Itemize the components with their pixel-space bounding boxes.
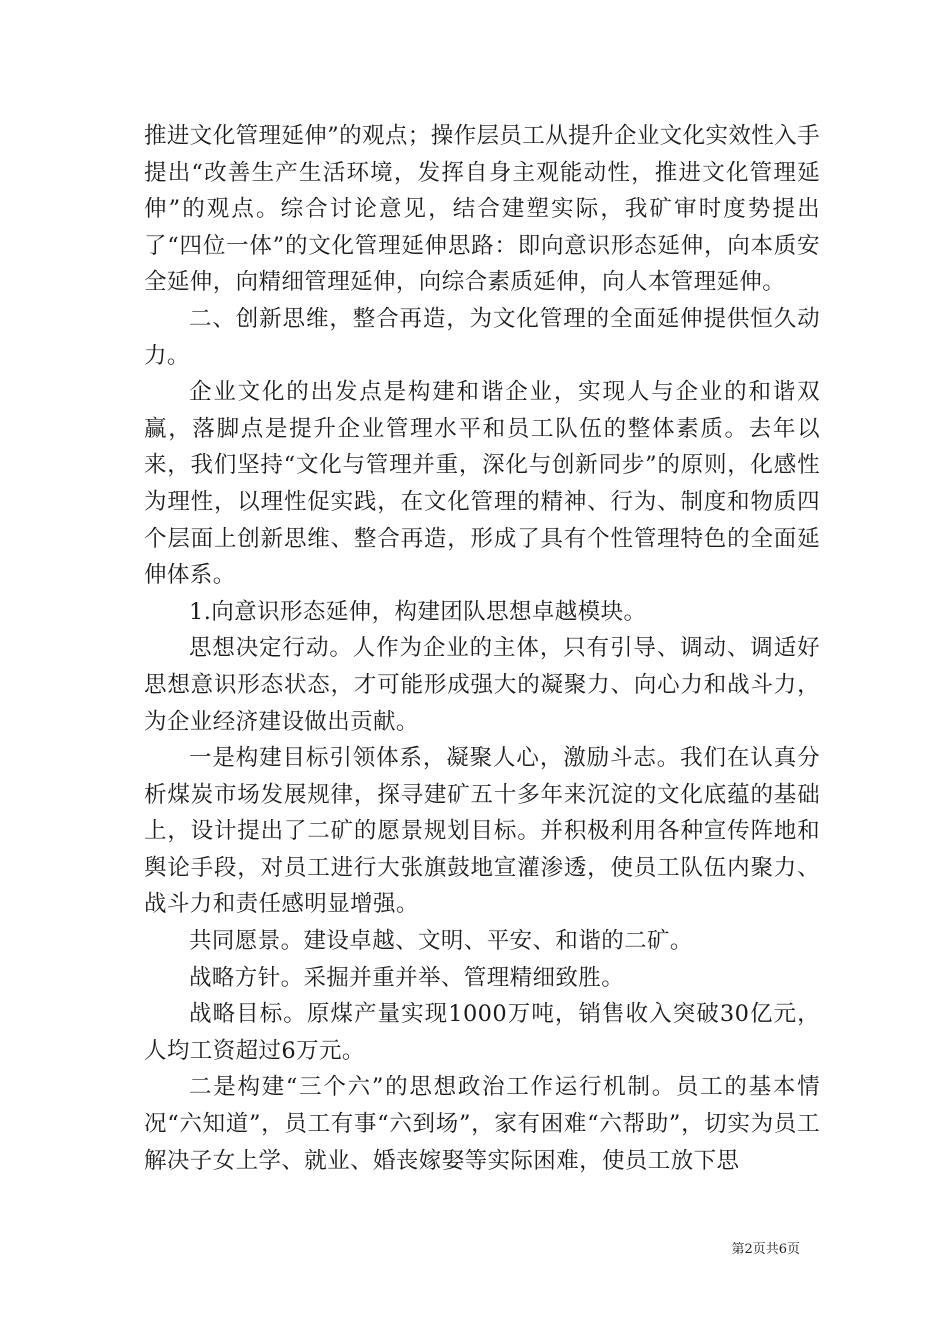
paragraph-1: 推进文化管理延伸”的观点；操作层员工从提升企业文化实效性入手提出“改善生产生活环境，发挥自身主观能动性，推进文化管理延伸”的观点。综合讨论意见，结合建塑实际，我矿审时度势提出了“四位一体”的文化管理延伸思路：即向意识形态延伸，向本质安全延伸，向精细管理延伸，向综合素质延伸，向人本管理延伸。	[144, 123, 821, 296]
paragraph-7-shared-vision: 共同愿景。建设卓越、文明、平安、和谐的二矿。	[189, 928, 693, 955]
paragraph-4-subheading: 1.向意识形态延伸，构建团队思想卓越模块。	[189, 598, 647, 625]
paragraph-10: 二是构建“三个六”的思想政治工作运行机制。员工的基本情况“六知道”，员工有事“六到场”，家有困难“六帮助”，切实为员工解决子女上学、就业、婚丧嫁娶等实际困难，使员工放下思	[144, 1074, 820, 1174]
paragraph-5: 思想决定行动。人作为企业的主体，只有引导、调动、调适好思想意识形态状态，才可能形成强大的凝聚力、向心力和战斗力，为企业经济建设做出贡献。	[144, 635, 820, 735]
paragraph-6: 一是构建目标引领体系，凝聚人心，激励斗志。我们在认真分析煤炭市场发展规律，探寻建矿五十多年来沉淀的文化底蕴的基础上，设计提出了二矿的愿景规划目标。并积极利用各种宣传阵地和舆论手段，对员工进行大张旗鼓地宣灌渗透，使员工队伍内聚力、战斗力和责任感明显增强。	[144, 745, 820, 918]
paragraph-3: 企业文化的出发点是构建和谐企业，实现人与企业的和谐双赢，落脚点是提升企业管理水平和员工队伍的整体素质。去年以来，我们坚持“文化与管理并重，深化与创新同步”的原则，化感性为理性，以理性促实践，在文化管理的精神、行为、制度和物质四个层面上创新思维、整合再造，形成了具有个性管理特色的全面延伸体系。	[144, 379, 820, 589]
paragraph-8-strategy: 战略方针。采掘并重并举、管理精细致胜。	[189, 964, 625, 991]
paragraph-9-goals: 战略目标。原煤产量实现1000万吨，销售收入突破30亿元，人均工资超过6万元。	[144, 1001, 820, 1064]
page-number-footer: 第2页共6页	[731, 1242, 800, 1257]
document-body	[144, 118, 820, 1179]
paragraph-2-section-heading: 二、创新思维，整合再造，为文化管理的全面延伸提供恒久动力。	[144, 305, 820, 369]
